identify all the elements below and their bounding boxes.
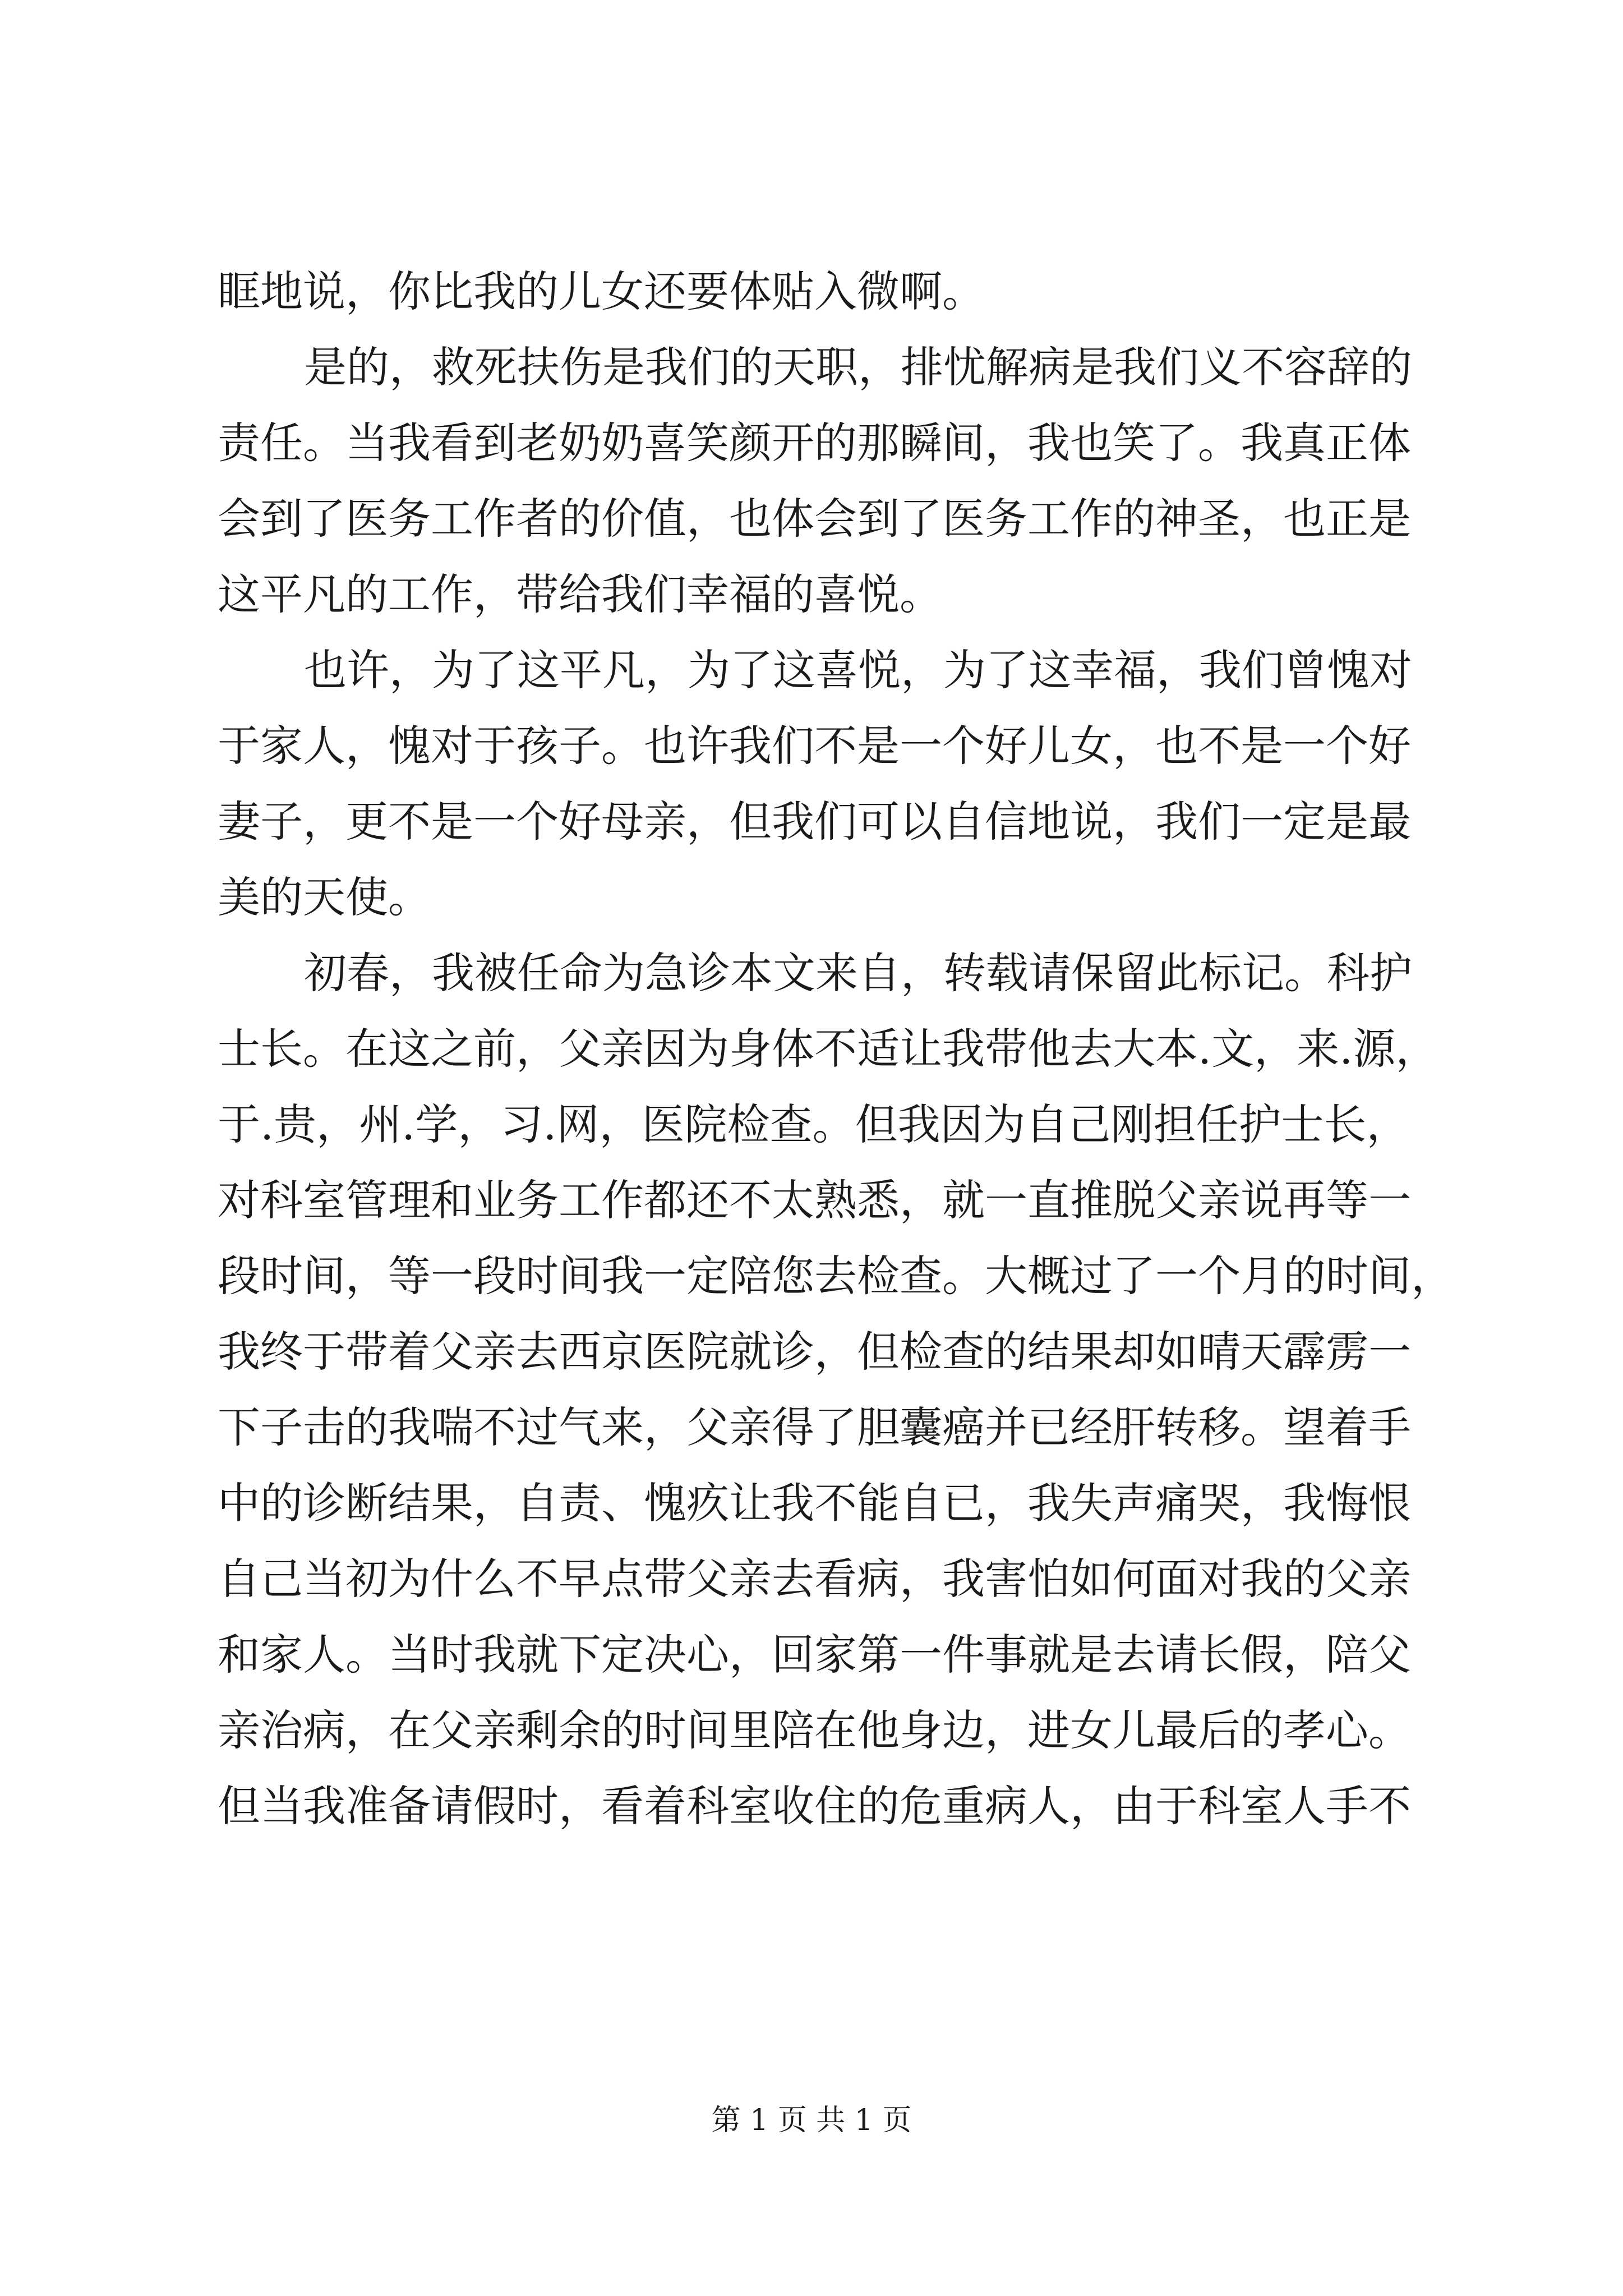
paragraph-start-line: 初春，我被任命为急诊本文来自，转载请保留此标记。科护	[304, 948, 1412, 998]
text-line: 于家人，愧对于孩子。也许我们不是一个好儿女，也不是一个好	[218, 721, 1411, 771]
text-line: 于.贵，州.学，习.网，医院检查。但我因为自己刚担任护士长，	[218, 1099, 1409, 1149]
text-line: 我终于带着父亲去西京医院就诊，但检查的结果却如晴天霹雳一	[218, 1327, 1411, 1377]
text-line: 和家人。当时我就下定决心，回家第一件事就是去请长假，陪父	[218, 1630, 1411, 1680]
text-line: 自己当初为什么不早点带父亲去看病，我害怕如何面对我的父亲	[218, 1554, 1411, 1604]
text-line: 士长。在这之前，父亲因为身体不适让我带他去大本.文，来.源，	[218, 1024, 1438, 1074]
text-line: 责任。当我看到老奶奶喜笑颜开的那瞬间，我也笑了。我真正体	[218, 418, 1411, 468]
paragraph-start-line: 是的，救死扶伤是我们的天职，排忧解病是我们义不容辞的	[304, 342, 1412, 392]
text-line: 对科室管理和业务工作都还不太熟悉，就一直推脱父亲说再等一	[218, 1175, 1411, 1225]
text-line: 眶地说，你比我的儿女还要体贴入微啊。	[218, 266, 985, 316]
text-line: 亲治病，在父亲剩余的时间里陪在他身边，进女儿最后的孝心。	[218, 1705, 1411, 1755]
article-body	[218, 254, 1454, 1844]
text-line: 但当我准备请假时，看着科室收住的危重病人，由于科室人手不	[218, 1781, 1411, 1831]
page-footer	[0, 2101, 1623, 2140]
text-line: 段时间，等一段时间我一定陪您去检查。大概过了一个月的时间，	[218, 1251, 1454, 1301]
page-number-label: 第 1 页 共 1 页	[711, 2104, 912, 2137]
text-line: 妻子，更不是一个好母亲，但我们可以自信地说，我们一定是最	[218, 797, 1411, 846]
text-line: 美的天使。	[218, 872, 431, 922]
paragraph-start-line: 也许，为了这平凡，为了这喜悦，为了这幸福，我们曾愧对	[304, 645, 1412, 695]
text-line: 这平凡的工作，带给我们幸福的喜悦。	[218, 569, 942, 619]
text-line: 中的诊断结果，自责、愧疚让我不能自已，我失声痛哭，我悔恨	[218, 1478, 1411, 1528]
text-line: 下子击的我喘不过气来，父亲得了胆囊癌并已经肝转移。望着手	[218, 1402, 1411, 1452]
text-line: 会到了医务工作者的价值，也体会到了医务工作的神圣，也正是	[218, 494, 1411, 544]
